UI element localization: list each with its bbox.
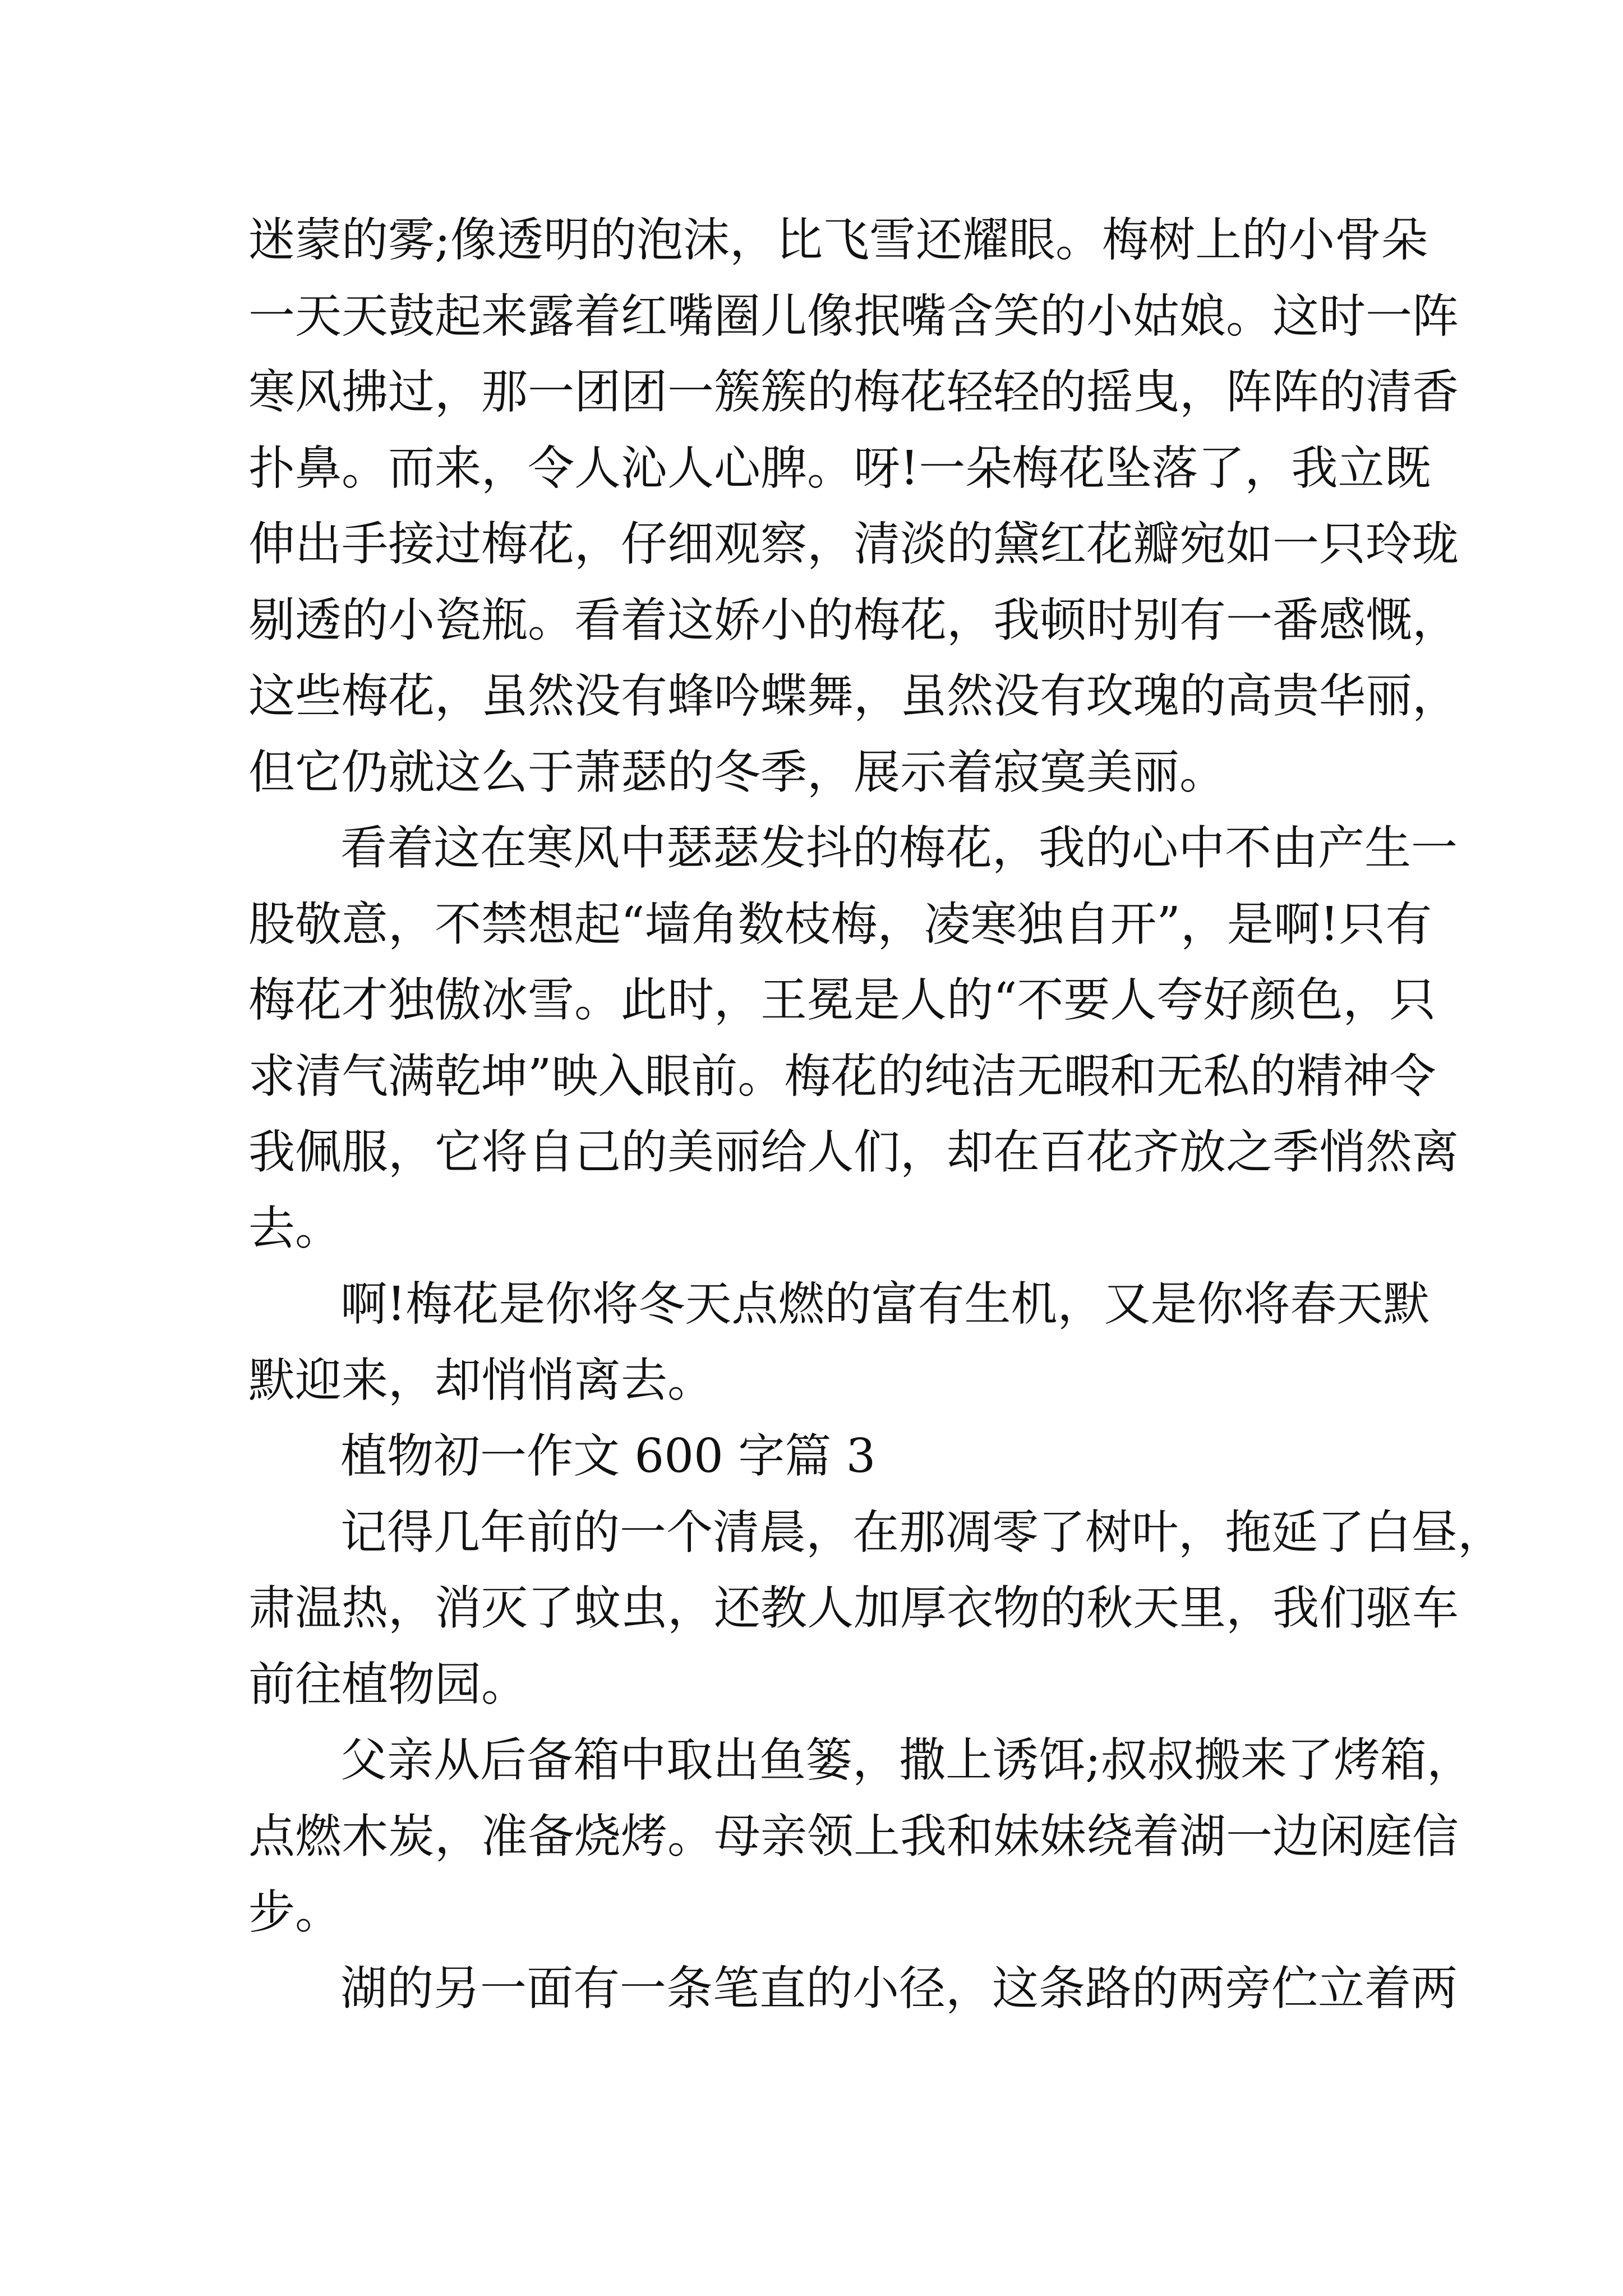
paragraph-line: 扑鼻。而来，令人沁人心脾。呀!一朵梅花坠落了，我立既	[248, 441, 1431, 495]
paragraph-line: 啊!梅花是你将冬天点燃的富有生机，又是你将春天默	[340, 1277, 1430, 1331]
paragraph-line: 前往植物园。	[248, 1657, 528, 1711]
paragraph-line: 父亲从后备箱中取出鱼篓，撒上诱饵;叔叔搬来了烤箱，	[340, 1733, 1473, 1787]
paragraph-line: 去。	[248, 1201, 342, 1255]
paragraph-line: 步。	[248, 1885, 342, 1939]
paragraph-line: 寒风拂过，那一团团一簇簇的梅花轻轻的摇曳，阵阵的清香	[248, 365, 1459, 419]
paragraph-line: 肃温热，消灭了蚊虫，还教人加厚衣物的秋天里，我们驱车	[248, 1581, 1459, 1635]
paragraph-line: 梅花才独傲冰雪。此时，王冕是人的“不要人夸好颜色，只	[248, 973, 1436, 1027]
paragraph-line: 我佩服，它将自己的美丽给人们，却在百花齐放之季悄然离	[248, 1125, 1459, 1179]
paragraph-line: 剔透的小瓷瓶。看着这娇小的梅花，我顿时别有一番感慨，	[248, 593, 1459, 647]
paragraph-line: 股敬意，不禁想起“墙角数枝梅，凌寒独自开”，是啊!只有	[248, 897, 1432, 951]
paragraph-line: 但它仍就这么于萧瑟的冬季，展示着寂寞美丽。	[248, 745, 1226, 799]
paragraph-line: 求清气满乾坤”映入眼前。梅花的纯洁无暇和无私的精神令	[248, 1049, 1436, 1103]
paragraph-line: 记得几年前的一个清晨，在那凋零了树叶，拖延了白昼，	[340, 1505, 1504, 1559]
paragraph-line: 点燃木炭，准备烧烤。母亲领上我和妹妹绕着湖一边闲庭信	[248, 1809, 1459, 1864]
paragraph-line: 默迎来，却悄悄离去。	[248, 1353, 714, 1407]
paragraph-line: 迷蒙的雾;像透明的泡沫，比飞雪还耀眼。梅树上的小骨朵	[248, 213, 1428, 267]
paragraph-line: 伸出手接过梅花，仔细观察，清淡的黛红花瓣宛如一只玲珑	[248, 517, 1459, 571]
paragraph-line: 这些梅花，虽然没有蜂吟蝶舞，虽然没有玫瑰的高贵华丽，	[248, 669, 1459, 723]
section-heading: 植物初一作文 600 字篇 3	[340, 1429, 876, 1483]
paragraph-line: 湖的另一面有一条笔直的小径，这条路的两旁伫立着两	[340, 1961, 1458, 2016]
paragraph-line: 看着这在寒风中瑟瑟发抖的梅花，我的心中不由产生一	[340, 821, 1458, 875]
paragraph-line: 一天天鼓起来露着红嘴圈儿像抿嘴含笑的小姑娘。这时一阵	[248, 289, 1459, 343]
